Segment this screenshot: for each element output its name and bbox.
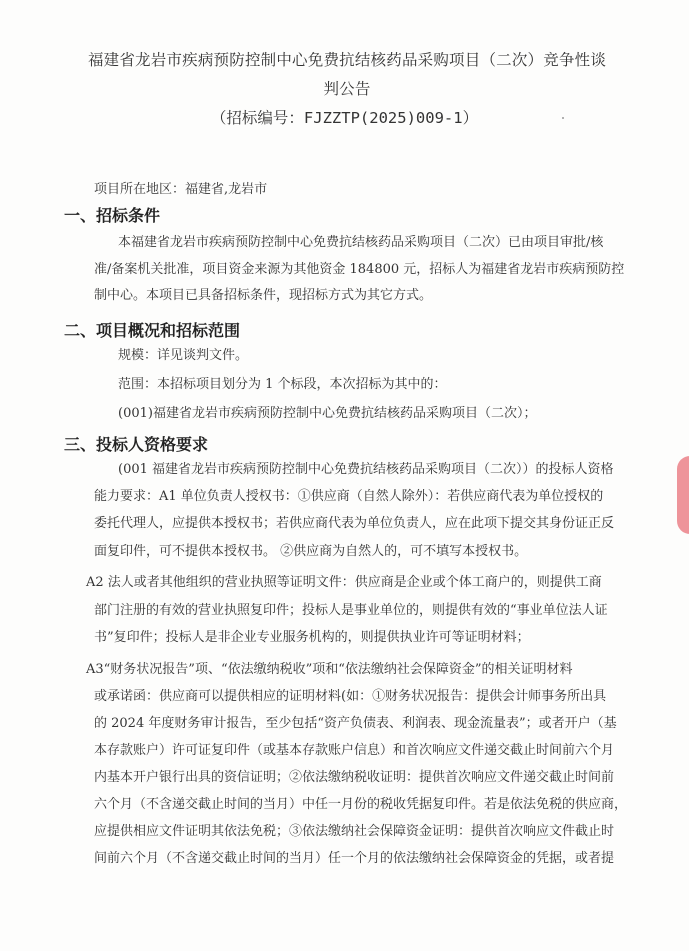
section-3-line-14: 应提供相应文件证明其依法免税；③依法缴纳社会保障资金证明：提供首次响应文件截止时 <box>94 824 615 839</box>
project-region: 项目所在地区：福建省,龙岩市 <box>94 182 268 197</box>
section-1-heading: 一、招标条件 <box>64 206 161 225</box>
section-2-lot: (001)福建省龙岩市疾病预防控制中心免费抗结核药品采购项目（二次）； <box>118 406 537 421</box>
section-3-line-3: 委托代理人，应提供本授权书；若供应商代表为单位负责人，应在此项下提交其身份证正反 <box>94 516 615 531</box>
section-3-line-2: 能力要求：A1 单位负责人授权书：①供应商（自然人除外）：若供应商代表为单位授权的 <box>94 489 604 504</box>
section-3-line-9: 或承诺函：供应商可以提供相应的证明材料(如：①财务状况报告：提供会计师事务所出具 <box>94 689 607 704</box>
scan-speck <box>562 117 564 119</box>
section-3-line-10: 的 2024 年度财务审计报告，至少包括“资产负债表、利润表、现金流量表”；或者开户（基 <box>94 716 617 731</box>
section-1-line-3: 制中心。本项目已具备招标条件，现招标方式为其它方式。 <box>94 288 433 303</box>
section-3-line-4: 面复印件，可不提供本授权书。 ②供应商为自然人的，可不填写本授权书。 <box>94 544 528 559</box>
section-3-line-8: A3“财务状况报告”项、“依法缴纳税收”项和“依法缴纳社会保障资金”的相关证明材料 <box>86 662 573 677</box>
red-seal-fragment <box>677 456 689 534</box>
section-2-scale: 规模：详见谈判文件。 <box>118 348 249 363</box>
section-2-range: 范围：本招标项目划分为 1 个标段，本次招标为其中的： <box>118 377 447 392</box>
section-1-line-2: 准/备案机关批准，项目资金来源为其他资金 184800 元，招标人为福建省龙岩市疾病预防控 <box>94 262 625 277</box>
section-3-line-6: 部门注册的有效的营业执照复印件；投标人是事业单位的，则提供有效的“事业单位法人证 <box>94 603 608 618</box>
section-3-line-11: 本存款账户）许可证复印件（或基本存款账户信息）和首次响应文件递交截止时间前六个月 <box>94 743 615 758</box>
section-3-line-5: A2 法人或者其他组织的营业执照等证明文件：供应商是企业或个体工商户的，则提供工商 <box>86 575 602 590</box>
section-1-line-1: 本福建省龙岩市疾病预防控制中心免费抗结核药品采购项目（二次）已由项目审批/核 <box>118 235 604 250</box>
section-3-line-13: 六个月（不含递交截止时间的当月）中任一月份的税收凭据复印件。若是依法免税的供应商， <box>94 797 628 812</box>
section-3-line-15: 间前六个月（不含递交截止时间的当月）任一个月的依法缴纳社会保障资金的凭据，或者提 <box>94 851 615 866</box>
section-3-line-1: (001 福建省龙岩市疾病预防控制中心免费抗结核药品采购项目（二次））的投标人资格 <box>118 462 614 477</box>
document-title: 福建省龙岩市疾病预防控制中心免费抗结核药品采购项目（二次）竞争性谈判公告 <box>87 51 607 98</box>
section-3-line-12: 内基本开户银行出具的资信证明；②依法缴纳税收证明：提供首次响应文件递交截止时间前 <box>94 770 615 785</box>
section-2-heading: 二、项目概况和招标范围 <box>64 321 241 340</box>
section-3-heading: 三、投标人资格要求 <box>64 435 209 454</box>
tender-code: （招标编号：FJZZTP(2025)009-1） <box>210 109 479 127</box>
section-3-line-7: 书”复印件；投标人是非企业专业服务机构的，则提供执业许可等证明材料； <box>94 630 530 645</box>
